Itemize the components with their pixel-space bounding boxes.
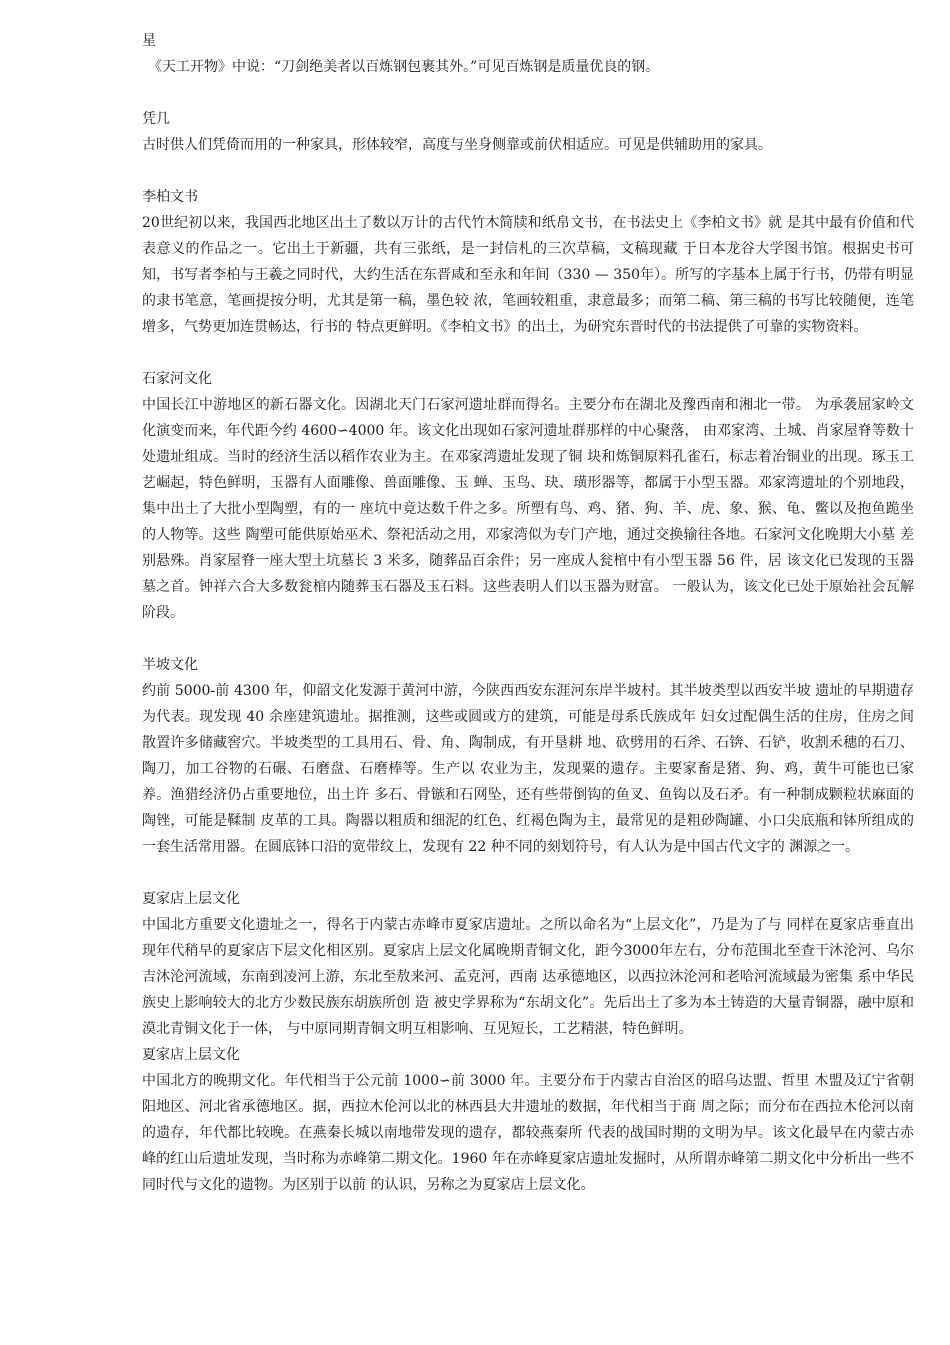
entry-title: 石家河文化	[142, 371, 212, 387]
entry-body: 《天工开物》中说：“刀剑绝美者以百炼钢包裹其外。”可见百炼钢是质量优良的钢。	[148, 59, 660, 75]
entry-xiajiadian-upper-culture-2	[142, 1042, 914, 1198]
entry-body: 约前 5000-前 4300 年，仰韶文化发源于黄河中游，今陕西西安东涯河东岸半坡村。其半坡类型以西安半坡 遗址的早期遗存为代表。现发现 40 余座建筑遗址。据推测，这些或圆或方的建筑，可能是母系氏族成年 妇女过配偶生活的住房，住房之间散置许多储藏窖穴。半坡类型的工具用石、骨、角、陶制成，有开垦耕 地、砍劈用的石斧、石锛、石铲，收割禾穗的石刀、陶刀，加工谷物的石碾、石磨盘、石磨棒等。生产以 农业为主，发现粟的遗存。主要家畜是猪、狗、鸡，黄牛可能也已家养。渔猎经济仍占重要地位，出土许 多石、骨镞和石网坠，还有些带倒钩的鱼叉、鱼钩以及石矛。有一种制成颗粒状麻面的陶锉，可能是鞣制 皮革的工具。陶器以粗质和细泥的红色、红褐色陶为主，最常见的是粗砂陶罐、小口尖底瓶和钵所组成的 一套生活常用器。在圆底钵口沿的宽带纹上，发现有 22 种不同的刻划符号，有人认为是中国古代文字的 渊源之一。	[142, 683, 914, 855]
spacer	[142, 80, 914, 106]
entry-title: 凭几	[142, 111, 170, 127]
document-page	[142, 28, 914, 1198]
entry-body: 古时供人们凭倚而用的一种家具，形体较窄，高度与坐身侧靠或前伏相适应。可见是供辅助用的家具。	[142, 137, 772, 153]
entry-xiajiadian-upper-culture	[142, 886, 914, 1042]
entry-title: 李柏文书	[142, 189, 198, 205]
spacer	[142, 860, 914, 886]
entry-body: 20世纪初以来，我国西北地区出土了数以万计的古代竹木简牍和纸帛文书，在书法史上《李柏文书》就 是其中最有价值和代表意义的作品之一。它出土于新疆，共有三张纸，是一封信札的三次草稿，文稿现藏 于日本龙谷大学图书馆。根据史书可知，书写者李柏与王羲之同时代，大约生活在东晋咸和至永和年间（330 — 350年）。所写的字基本上属于行书，仍带有明显的隶书笔意，笔画提按分明，尤其是第一稿，墨色较 浓，笔画较粗重，隶意最多；而第二稿、第三稿的书写比较随便，连笔增多，气势更加连贯畅达，行书的 特点更鲜明。《李柏文书》的出土，为研究东晋时代的书法提供了可靠的实物资料。	[142, 215, 914, 335]
entry-shijiahe-culture	[142, 366, 914, 626]
entry-libai-wenshu	[142, 184, 914, 340]
entry-title: 夏家店上层文化	[142, 1047, 240, 1063]
entry-title: 夏家店上层文化	[142, 891, 240, 907]
entry-title: 星	[142, 33, 156, 49]
entry-xing	[142, 28, 914, 80]
entry-body: 中国北方重要文化遗址之一，得名于内蒙古赤峰市夏家店遗址。之所以命名为“上层文化”，乃是为了与 同样在夏家店垂直出现年代稍早的夏家店下层文化相区别。夏家店上层文化属晚期青铜文化，距今3000年左右，分布范围北至查干沐沦河、乌尔吉沐沦河流域，东南到凌河上游，东北至敖来河、孟克河，西南 达承德地区，以西拉沐沦河和老哈河流域最为密集 系中华民族史上影响较大的北方少数民族东胡族所创 造 被史学界称为“东胡文化”。先后出土了多为本土铸造的大量青铜器，融中原和漠北青铜文化于一体， 与中原同期青铜文明互相影响、互见短长，工艺精湛，特色鲜明。	[142, 917, 914, 1037]
entry-body: 中国北方的晚期文化。年代相当于公元前 1000∽前 3000 年。主要分布于内蒙古自治区的昭乌达盟、哲里 木盟及辽宁省朝阳地区、河北省承德地区。据，西拉木伦河以北的林西县大井遗址的数据，年代相当于商 周之际；而分布在西拉木伦河以南的遗存，年代都比较晚。在燕秦长城以南地带发现的遗存，都较燕秦所 代表的战国时期的文明为早。该文化最早在内蒙古赤峰的红山后遗址发现，当时称为赤峰第二期文化。1960 年在赤峰夏家店遗址发掘时，从所谓赤峰第二期文化中分析出一些不同时代与文化的遗物。为区别于以前 的认识，另称之为夏家店上层文化。	[142, 1073, 914, 1193]
entry-pingji	[142, 106, 914, 158]
spacer	[142, 626, 914, 652]
spacer	[142, 158, 914, 184]
spacer	[142, 340, 914, 366]
entry-body: 中国长江中游地区的新石器文化。因湖北天门石家河遗址群而得名。主要分布在湖北及豫西南和湘北一带。 为承袭屈家岭文化演变而来，年代距今约 4600∽4000 年。该文化出现如石家河遗址群那样的中心聚落， 由邓家湾、土城、肖家屋脊等数十处遗址组成。当时的经济生活以稻作农业为主。在邓家湾遗址发现了铜 块和炼铜原料孔雀石，标志着冶铜业的出现。琢玉工艺崛起，特色鲜明，玉器有人面雕像、兽面雕像、玉 蝉、玉鸟、玦、璜形器等，都属于小型玉器。邓家湾遗址的个别地段，集中出土了大批小型陶塑，有的一 座坑中竟达数千件之多。所塑有鸟、鸡、猪、狗、羊、虎、象、猴、龟、鳖以及抱鱼跪坐的人物等。这些 陶塑可能供原始巫术、祭祀活动之用，邓家湾似为专门产地，通过交换输往各地。石家河文化晚期大小墓 差别悬殊。肖家屋脊一座大型土坑墓长 3 米多，随葬品百余件；另一座成人瓮棺中有小型玉器 56 件，居 该文化已发现的玉器墓之首。钟祥六合大多数瓮棺内随葬玉石器及玉石料。这些表明人们以玉器为财富。 一般认为，该文化已处于原始社会瓦解阶段。	[142, 397, 914, 621]
entry-banpo-culture	[142, 652, 914, 860]
entry-title: 半坡文化	[142, 657, 198, 673]
